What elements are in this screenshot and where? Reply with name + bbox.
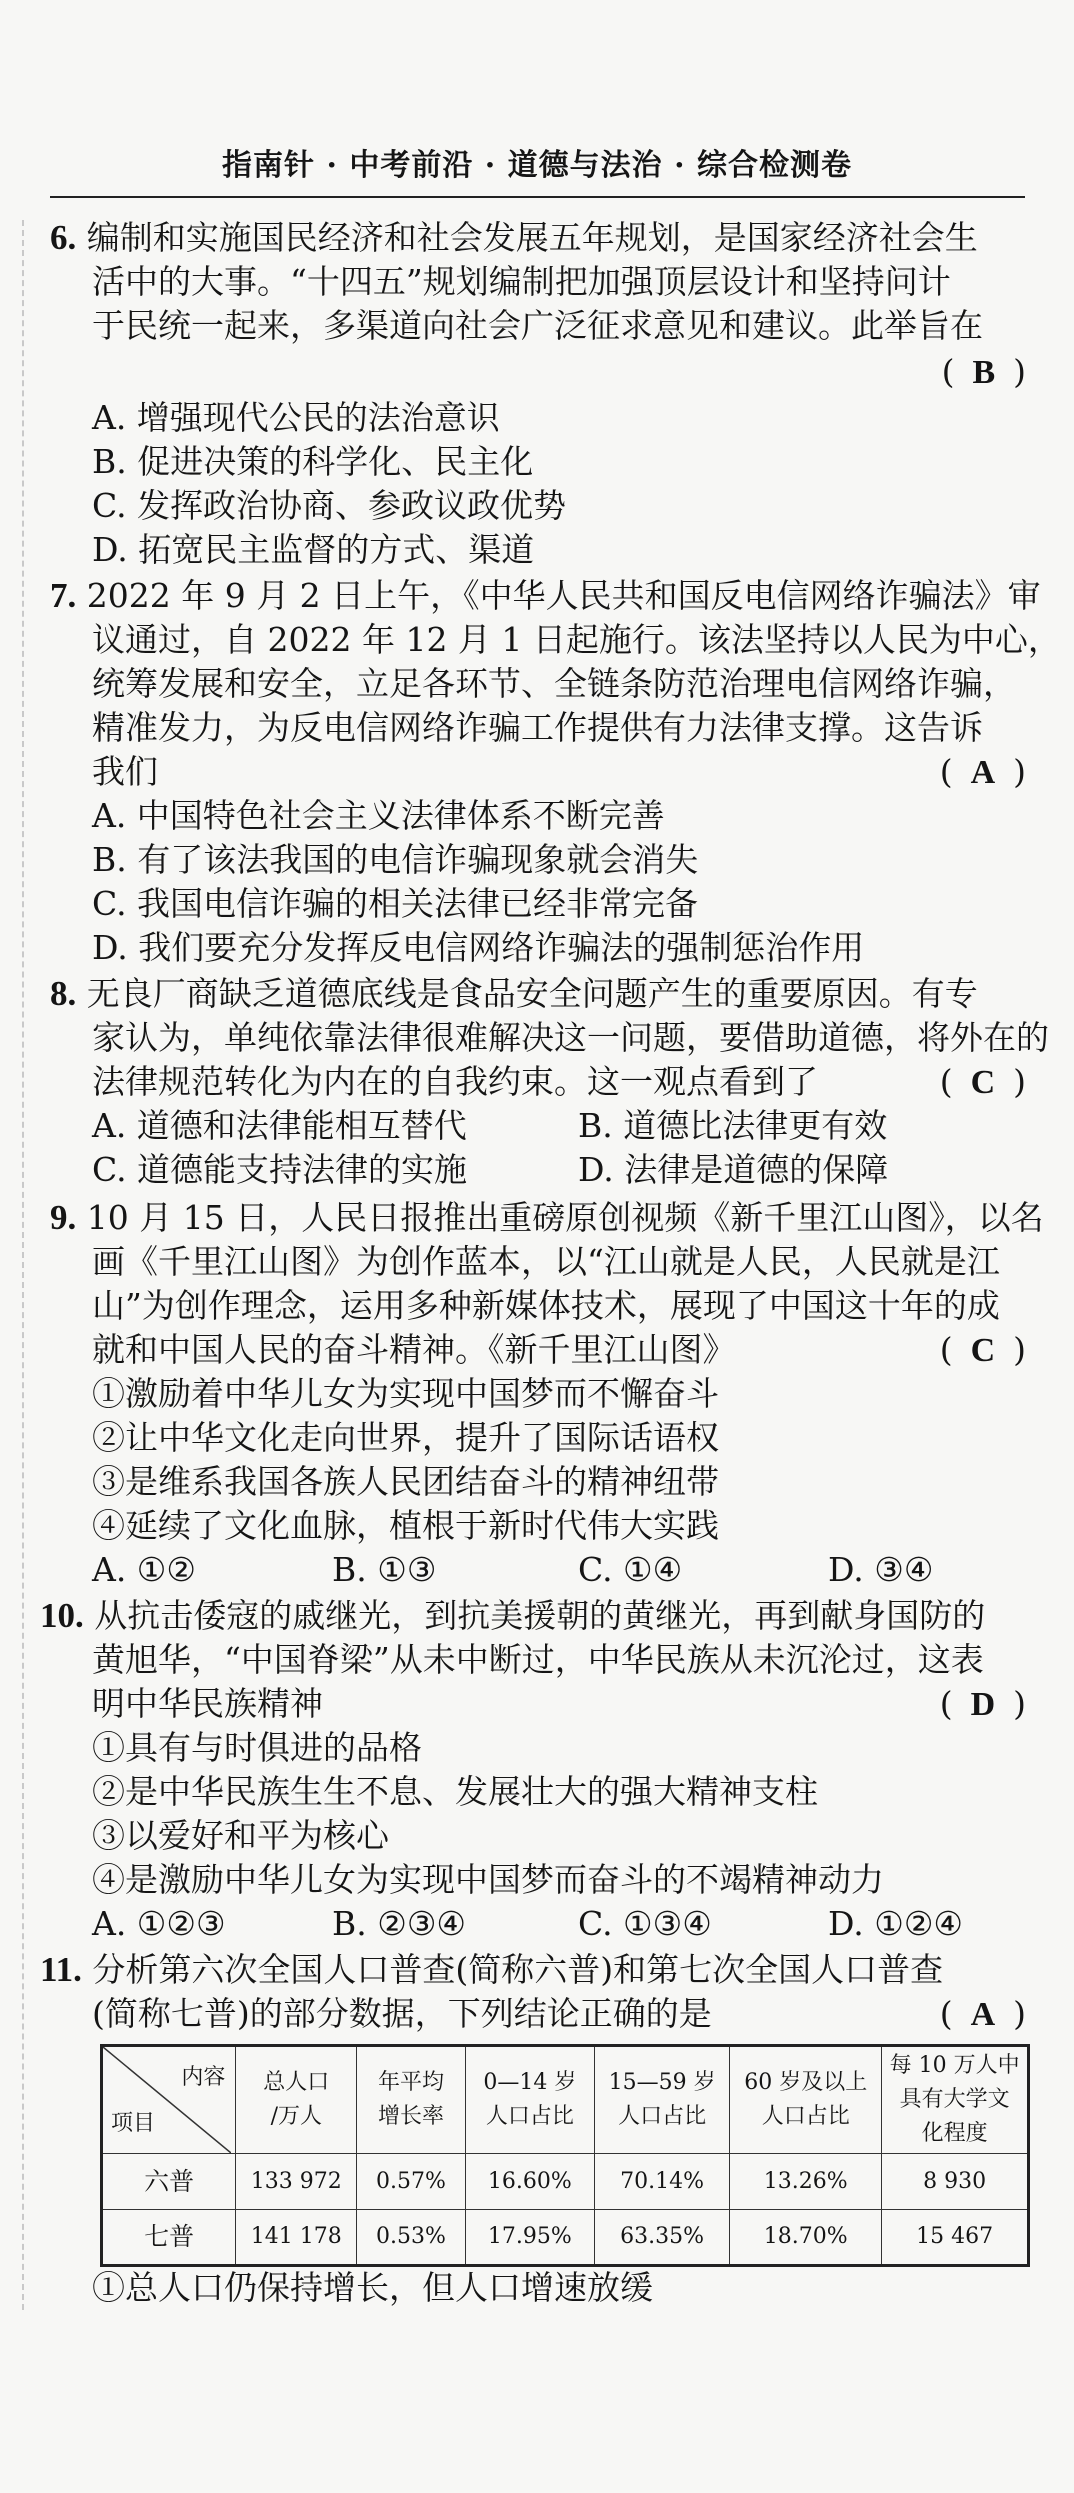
q9-statement-4: ④延续了文化血脉，植根于新时代伟大实践	[92, 1506, 719, 1545]
q9-number: 9.	[50, 1198, 77, 1237]
table-header-cell: 年平均 增长率	[357, 2046, 466, 2154]
q9-answer: ( C )	[939, 1330, 1026, 1369]
q10-option-d: D. ①②④	[828, 1904, 964, 1943]
q8-option-a: A. 道德和法律能相互替代	[92, 1106, 467, 1145]
table-corner-cell	[102, 2046, 236, 2154]
q6-line-2: 活中的大事。“十四五”规划编制把加强顶层设计和坚持问计	[92, 262, 951, 301]
table-cell: 18.70%	[730, 2210, 882, 2266]
q8-answer: ( C )	[939, 1062, 1026, 1101]
table-header-row	[102, 2046, 1029, 2154]
q9-line-2: 画《千里江山图》为创作蓝本，以“江山就是人民，人民就是江	[92, 1242, 1000, 1281]
table-header-cell: 总人口 /万人	[236, 2046, 357, 2154]
q10-line-1: 10. 从抗击倭寇的戚继光，到抗美援朝的黄继光，再到献身国防的	[40, 1596, 986, 1635]
q9-statement-1: ①激励着中华儿女为实现中国梦而不懈奋斗	[92, 1374, 719, 1413]
table-cell: 63.35%	[594, 2210, 729, 2266]
q9-option-b: B. ①③	[332, 1550, 437, 1589]
header-rule	[50, 196, 1025, 198]
table-cell: 8 930	[882, 2154, 1029, 2210]
table-header-cell: 60 岁及以上 人口占比	[730, 2046, 882, 2154]
q11-statement-1: ①总人口仍保持增长，但人口增速放缓	[92, 2268, 653, 2307]
q10-answer: ( D )	[939, 1684, 1026, 1723]
q10-statement-3: ③以爱好和平为核心	[92, 1816, 389, 1855]
q8-number: 8.	[50, 974, 77, 1013]
table-header-cell: 每 10 万人中 具有大学文 化程度	[882, 2046, 1029, 2154]
q6-option-c: C. 发挥政治协商、参政议政优势	[92, 486, 567, 525]
q10-option-b: B. ②③④	[332, 1904, 466, 1943]
table-cell: 0.57%	[357, 2154, 466, 2210]
q7-line-2: 议通过，自 2022 年 12 月 1 日起施行。该法坚持以人民为中心，	[92, 620, 1061, 659]
table-cell: 141 178	[236, 2210, 357, 2266]
q9-option-d: D. ③④	[828, 1550, 934, 1589]
q6-option-a: A. 增强现代公民的法治意识	[92, 398, 500, 437]
q8-line-3: 法律规范转化为内在的自我约束。这一观点看到了	[92, 1062, 818, 1101]
q6-line-1: 6. 编制和实施国民经济和社会发展五年规划，是国家经济社会生	[50, 218, 978, 257]
q6-line-3: 于民统一起来，多渠道向社会广泛征求意见和建议。此举旨在	[92, 306, 983, 345]
q11-line-2: (简称七普)的部分数据，下列结论正确的是	[92, 1994, 712, 2033]
table-cell: 17.95%	[465, 2210, 594, 2266]
table-cell: 13.26%	[730, 2154, 882, 2210]
q7-option-a: A. 中国特色社会主义法律体系不断完善	[92, 796, 665, 835]
table-row	[102, 2154, 1029, 2210]
table-header-cell: 0—14 岁 人口占比	[465, 2046, 594, 2154]
q9-option-c: C. ①④	[578, 1550, 683, 1589]
q7-line-5: 我们	[92, 752, 158, 791]
q6-option-b: B. 促进决策的科学化、民主化	[92, 442, 534, 481]
q10-line-3: 明中华民族精神	[92, 1684, 323, 1723]
corner-bottom-label: 项目	[111, 2111, 156, 2136]
q9-statement-2: ②让中华文化走向世界，提升了国际话语权	[92, 1418, 719, 1457]
q8-line-2: 家认为，单纯依靠法律很难解决这一问题，要借助道德，将外在的	[92, 1018, 1049, 1057]
q8-line-1: 8. 无良厂商缺乏道德底线是食品安全问题产生的重要原因。有专	[50, 974, 978, 1013]
q7-answer: ( A )	[939, 752, 1026, 791]
q9-line-1: 9. 10 月 15 日，人民日报推出重磅原创视频《新千里江山图》，以名	[50, 1198, 1044, 1237]
q10-option-a: A. ①②③	[92, 1904, 226, 1943]
q8-option-b: B. 道德比法律更有效	[578, 1106, 888, 1145]
q8-option-d: D. 法律是道德的保障	[578, 1150, 889, 1189]
margin-dashed-line	[22, 220, 24, 2310]
q9-statement-3: ③是维系我国各族人民团结奋斗的精神纽带	[92, 1462, 719, 1501]
q7-number: 7.	[50, 576, 77, 615]
census-data-table	[100, 2044, 1030, 2267]
q8-option-c: C. 道德能支持法律的实施	[92, 1150, 468, 1189]
table-cell: 133 972	[236, 2154, 357, 2210]
table-cell: 70.14%	[594, 2154, 729, 2210]
q7-option-b: B. 有了该法我国的电信诈骗现象就会消失	[92, 840, 699, 879]
q9-line-4: 就和中国人民的奋斗精神。《新千里江山图》	[92, 1330, 736, 1369]
q10-line-2: 黄旭华，“中国脊梁”从未中断过，中华民族从未沉沦过，这表	[92, 1640, 984, 1679]
q7-option-d: D. 我们要充分发挥反电信网络诈骗法的强制惩治作用	[92, 928, 865, 967]
table-row	[102, 2210, 1029, 2266]
q10-number: 10.	[40, 1596, 84, 1635]
q10-statement-4: ④是激励中华儿女为实现中国梦而奋斗的不竭精神动力	[92, 1860, 884, 1899]
q11-line-1: 11. 分析第六次全国人口普查(简称六普)和第七次全国人口普查	[40, 1950, 944, 1989]
page-header: 指南针 · 中考前沿 · 道德与法治 · 综合检测卷	[222, 148, 852, 183]
q6-number: 6.	[50, 218, 77, 257]
q7-line-1: 7. 2022 年 9 月 2 日上午，《中华人民共和国反电信网络诈骗法》审	[50, 576, 1041, 615]
q11-answer: ( A )	[939, 1994, 1026, 2033]
q7-line-3: 统筹发展和安全，立足各环节、全链条防范治理电信网络诈骗，	[92, 664, 1016, 703]
q6-answer: ( B )	[941, 352, 1026, 391]
q7-option-c: C. 我国电信诈骗的相关法律已经非常完备	[92, 884, 699, 923]
row-label: 七普	[102, 2210, 236, 2266]
corner-top-label: 内容	[181, 2065, 226, 2090]
table-cell: 0.53%	[357, 2210, 466, 2266]
row-label: 六普	[102, 2154, 236, 2210]
q9-line-3: 山”为创作理念，运用多种新媒体技术，展现了中国这十年的成	[92, 1286, 1000, 1325]
table-cell: 15 467	[882, 2210, 1029, 2266]
q11-number: 11.	[40, 1950, 82, 1989]
q6-option-d: D. 拓宽民主监督的方式、渠道	[92, 530, 535, 569]
q10-statement-1: ①具有与时俱进的品格	[92, 1728, 422, 1767]
q9-option-a: A. ①②	[92, 1550, 196, 1589]
q10-option-c: C. ①③④	[578, 1904, 712, 1943]
q10-statement-2: ②是中华民族生生不息、发展壮大的强大精神支柱	[92, 1772, 818, 1811]
table-cell: 16.60%	[465, 2154, 594, 2210]
table-header-cell: 15—59 岁 人口占比	[594, 2046, 729, 2154]
q7-line-4: 精准发力，为反电信网络诈骗工作提供有力法律支撑。这告诉	[92, 708, 983, 747]
